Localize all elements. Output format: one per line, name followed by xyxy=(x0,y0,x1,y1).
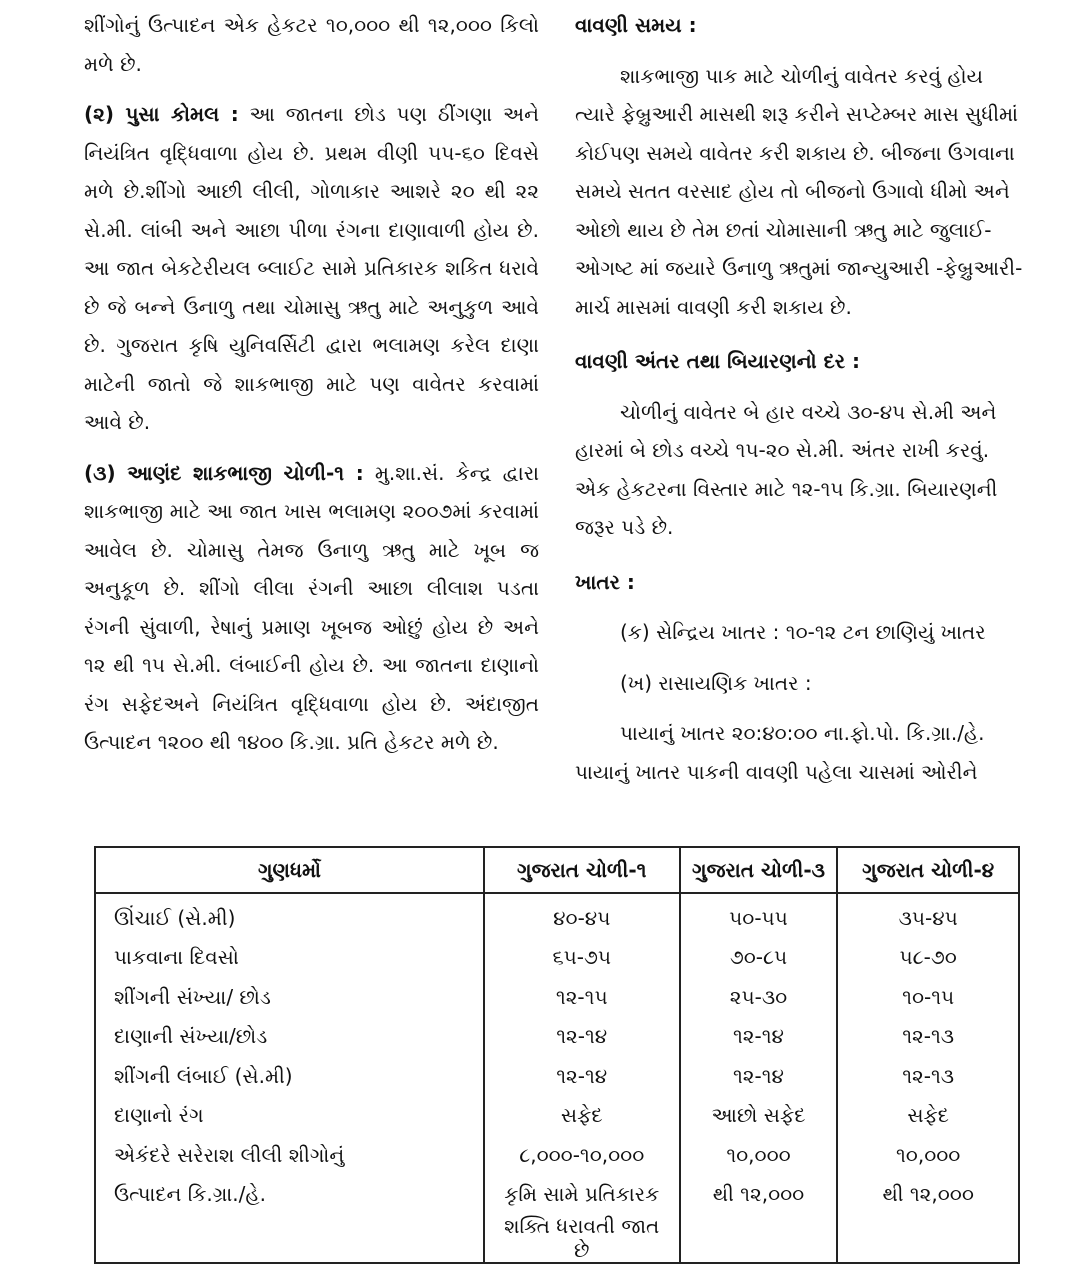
table-cell: ૧૦,૦૦૦ xyxy=(680,1135,838,1175)
table-cell: એકંદરે સરેરાશ લીલી શીગોનું xyxy=(95,1135,484,1175)
table-cell: ૧૨-૧૪ xyxy=(680,1017,838,1057)
table-row xyxy=(95,977,1019,1017)
table-cell: સફેદ xyxy=(484,1096,680,1136)
table-row xyxy=(95,1214,1019,1263)
table-cell: ૮,૦૦૦-૧૦,૦૦૦ xyxy=(484,1135,680,1175)
table-row xyxy=(95,1017,1019,1057)
left-column xyxy=(84,6,539,762)
table-cell: ૧૦,૦૦૦ xyxy=(837,1135,1019,1175)
table-cell: ૧૨-૧૪ xyxy=(484,1017,680,1057)
yield-intro-paragraph: શીંગોનું ઉત્પાદન એક હેકટર ૧૦,૦૦૦ થી ૧૨,૦૦૦ કિલો મળે છે. xyxy=(84,13,539,76)
table-row xyxy=(95,1056,1019,1096)
table-cell xyxy=(95,1214,484,1263)
sowing-time-title: વાવણી સમય : xyxy=(575,13,697,37)
spacing-title: વાવણી અંતર તથા બિયારણનો દર : xyxy=(575,349,861,373)
table-cell: શક્તિ ધરાવતી જાત છે xyxy=(484,1214,680,1263)
base-fertilizer-paragraph: પાયાનું ખાતર ૨૦:૪૦:૦૦ ના.ફો.પો. કિ.ગ્રા./હે. પાયાનું ખાતર પાકની વાવણી પહેલા ચાસમાં ઓરીને xyxy=(575,721,985,784)
table-cell: ૪૦-૪૫ xyxy=(484,893,680,938)
table-cell: ૧૨-૧૪ xyxy=(680,1056,838,1096)
header-gujarat-chodi-3: ગુજરાત ચોળી-૩ xyxy=(680,847,838,893)
table-cell: શીંગની લંબાઈ (સે.મી) xyxy=(95,1056,484,1096)
table-cell: ૬૫-૭૫ xyxy=(484,938,680,978)
table-cell: સફેદ xyxy=(837,1096,1019,1136)
table-cell: ૨૫-૩૦ xyxy=(680,977,838,1017)
header-gujarat-chodi-4: ગુજરાત ચોળી-૪ xyxy=(837,847,1019,893)
organic-fertilizer-line: (ક) સેન્દ્રિય ખાતર : ૧૦-૧૨ ટન છાણિયું ખાતર xyxy=(620,620,986,644)
table-cell: ૧૦-૧૫ xyxy=(837,977,1019,1017)
sowing-time-paragraph: શાકભાજી પાક માટે ચોળીનું વાવેતર કરવું હોય ત્યારે ફેબ્રુઆરી માસથી શરૂ કરીને સપ્ટેમ્બર માસ સુધીમાં કોઈપણ સમયે વાવેતર કરી શકાય છે. બીજના ઉગવાના સમયે સતત વરસાદ હોય તો બીજનો ઉગાવો ધીમો અને ઓછો થાય છે તેમ છતાં ચોમાસાની ઋતુ માટે જુલાઈ-ઓગષ્ટ માં જયારે ઉનાળુ ઋતુમાં જાન્યુઆરી -ફેબ્રુઆરી-માર્ચ માસમાં વાવણી કરી શકાય છે. xyxy=(575,63,1023,319)
table-cell: ૧૨-૧૩ xyxy=(837,1056,1019,1096)
table-header-row xyxy=(95,847,1019,893)
anand-chodi-text: મુ.શા.સં. કેન્દ્ર દ્વારા શાકભાજી માટે આ જાત ખાસ ભલામણ ૨૦૦૭માં કરવામાં આવેલ છે. ચોમાસુ તેમજ ઉનાળુ ઋતુ માટે ખૂબ જ અનુકૂળ છે. શીંગો લીલા રંગની આછા લીલાશ પડતા રંગની સુંવાળી, રેષાનું પ્રમાણ ખૂબજ ઓછું હોય છે અને ૧૨ થી ૧૫ સે.મી. લંબાઈની હોય છે. આ જાતના દાણાનો રંગ સફેદઅને નિયંત્રિત વૃદ્ધિવાળા હોય છે. અંદાજીત ઉત્પાદન ૧૨૦૦ થી ૧૪૦૦ કિ.ગ્રા. પ્રતિ હેકટર મળે છે. xyxy=(84,460,539,754)
table-row xyxy=(95,1135,1019,1175)
variety-properties-table xyxy=(94,846,1020,1264)
pusa-komal-heading: (૨) પુસા કોમલ : xyxy=(84,102,239,126)
table-cell: શીંગની સંખ્યા/ છોડ xyxy=(95,977,484,1017)
chemical-fertilizer-line: (ખ) રાસાયણિક ખાતર : xyxy=(620,670,812,695)
table-cell: ૭૦-૮૫ xyxy=(680,938,838,978)
table-cell: ઉત્પાદન કિ.ગ્રા./હે. xyxy=(95,1175,484,1215)
table-cell: થી ૧૨,૦૦૦ xyxy=(680,1175,838,1215)
table-cell: ૫૮-૭૦ xyxy=(837,938,1019,978)
table-cell: ઊંચાઈ (સે.મી) xyxy=(95,893,484,938)
table-row xyxy=(95,893,1019,938)
table-cell: આછો સફેદ xyxy=(680,1096,838,1136)
right-column xyxy=(575,6,1025,791)
table-row xyxy=(95,938,1019,978)
table-row xyxy=(95,1175,1019,1215)
pusa-komal-paragraph xyxy=(84,95,539,442)
table-cell: થી ૧૨,૦૦૦ xyxy=(837,1175,1019,1215)
table-cell: પાકવાના દિવસો xyxy=(95,938,484,978)
fertilizer-title: ખાતર : xyxy=(575,569,635,594)
table-cell: કૃમિ સામે પ્રતિકારક xyxy=(484,1175,680,1215)
table-cell: દાણાનો રંગ xyxy=(95,1096,484,1136)
table-cell: ૩૫-૪૫ xyxy=(837,893,1019,938)
anand-chodi-paragraph xyxy=(84,454,539,762)
anand-chodi-heading: (૩) આણંદ શાકભાજી ચોળી-૧ : xyxy=(84,460,364,485)
header-gujarat-chodi-1: ગુજરાત ચોળી-૧ xyxy=(484,847,680,893)
table-cell xyxy=(680,1214,838,1263)
spacing-paragraph: ચોળીનું વાવેતર બે હાર વચ્ચે ૩૦-૪૫ સે.મી અને હારમાં બે છોડ વચ્ચે ૧૫-૨૦ સે.મી. અંતર રાખી કરવું. એક હેકટરના વિસ્તાર માટે ૧૨-૧૫ કિ.ગ્રા. બિયારણની જરૂર પડે છે. xyxy=(575,399,998,539)
pusa-komal-text: આ જાતના છોડ પણ ઠીંગણા અને નિયંત્રિત વૃદ્ધિવાળા હોય છે. પ્રથમ વીણી ૫૫-૬૦ દિવસે મળે છે.શીંગો આછી લીલી, ગોળાકાર આશરે ૨૦ થી ૨૨ સે.મી. લાંબી અને આછા પીળા રંગના દાણાવાળી હોય છે. આ જાત બેકટેરીયલ બ્લાઈટ સામે પ્રતિકારક શકિત ધરાવે છે જે બન્ને ઉનાળુ તથા ચોમાસુ ઋતુ માટે અનુકુળ આવે છે. ગુજરાત કૃષિ યુનિવર્સિટી દ્વારા ભલામણ કરેલ દાણા માટેની જાતો જે શાકભાજી માટે પણ વાવેતર કરવામાં આવે છે. xyxy=(84,102,539,434)
table-cell: ૫૦-૫૫ xyxy=(680,893,838,938)
table-cell xyxy=(837,1214,1019,1263)
header-properties: ગુણધર્મો xyxy=(95,847,484,893)
table-cell: દાણાની સંખ્યા/છોડ xyxy=(95,1017,484,1057)
table-row xyxy=(95,1096,1019,1136)
table-cell: ૧૨-૧૩ xyxy=(837,1017,1019,1057)
table-cell: ૧૨-૧૫ xyxy=(484,977,680,1017)
table-cell: ૧૨-૧૪ xyxy=(484,1056,680,1096)
